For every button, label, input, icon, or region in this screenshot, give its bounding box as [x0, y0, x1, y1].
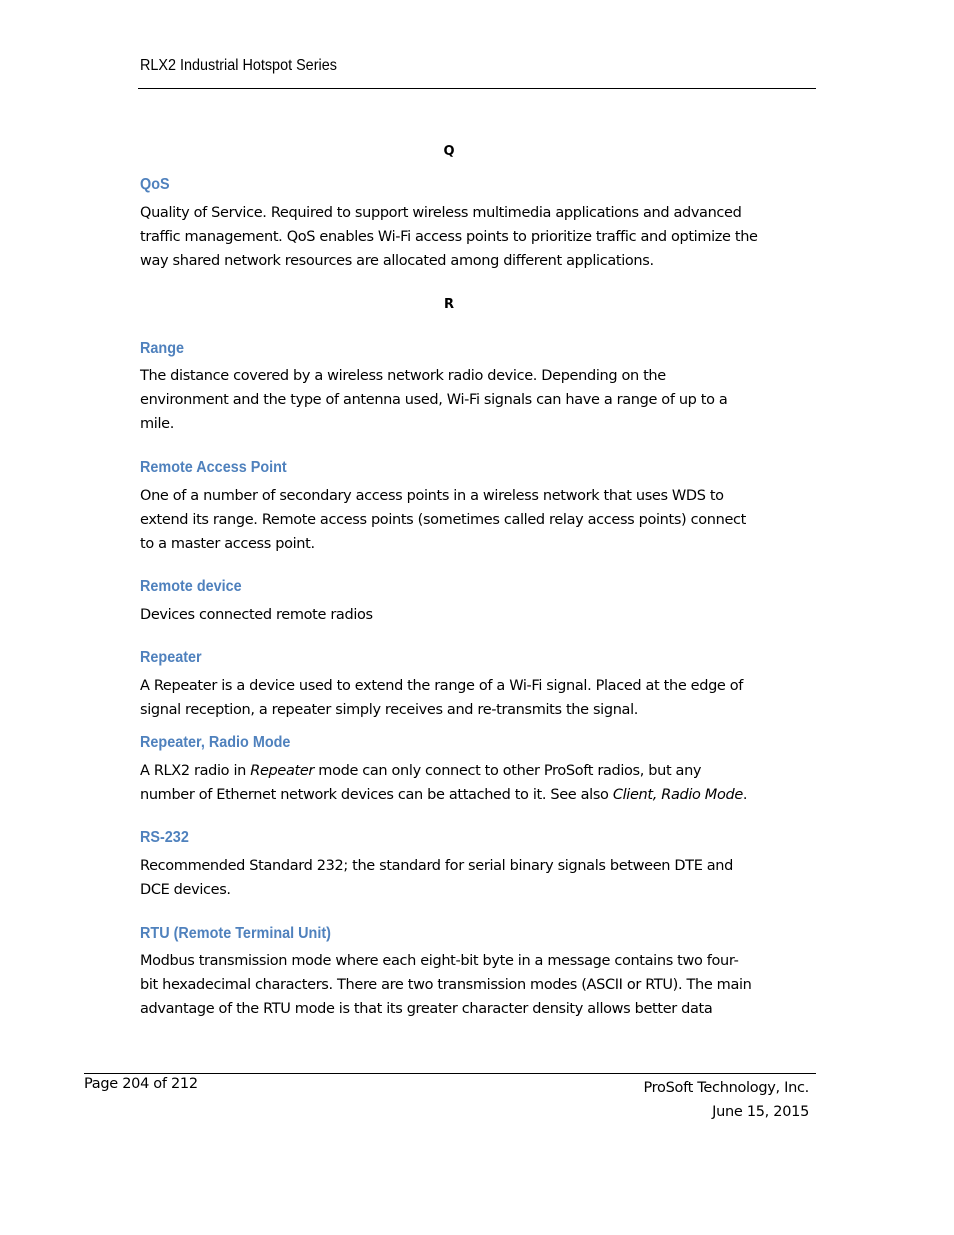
definition-line: Modbus transmission mode where each eight-bit byte in a message contains two four-: [140, 953, 739, 969]
footer-info: [643, 1076, 809, 1124]
cross-reference: Client, Radio Mode: [612, 787, 743, 804]
glossary-definition-range: The distance covered by a wireless network radio device. Depending on the environment and the type of antenna used, Wi-Fi signals can have a range of up to a mile.: [140, 368, 728, 433]
definition-line: bit hexadecimal characters. There are two transmission modes (ASCII or RTU). The main: [140, 977, 752, 994]
header-divider: [138, 88, 816, 89]
glossary-term-rs232: RS-232: [140, 829, 189, 846]
section-letter-r: R: [443, 297, 454, 312]
glossary-definition-remote-device: Devices connected remote radios: [140, 607, 373, 623]
definition-text: mode can only connect to other ProSoft radios, but any number of Ethernet network devices can be attached to it. See also: [140, 763, 702, 804]
glossary-term-qos: QoS: [140, 176, 170, 193]
glossary-term-range: Range: [140, 340, 185, 357]
running-header: RLX2 Industrial Hotspot Series: [140, 57, 337, 74]
glossary-term-remote-device: Remote device: [140, 578, 242, 595]
footer-divider: [84, 1073, 816, 1074]
company-name: ProSoft Technology, Inc.: [643, 1080, 809, 1096]
glossary-term-repeater-radio-mode: Repeater, Radio Mode: [140, 734, 291, 751]
definition-emphasis: Repeater: [250, 763, 315, 779]
definition-line: advantage of the RTU mode is that its greater character density allows better data: [140, 1001, 713, 1018]
glossary-definition-repeater-radio-mode: [140, 759, 758, 807]
glossary-definition-repeater: A Repeater is a device used to extend the range of a Wi-Fi signal. Placed at the edge of signal reception, a repeater simply receives and re-transmits the signal.: [140, 678, 744, 719]
glossary-term-remote-access-point: Remote Access Point: [140, 459, 287, 476]
page-number: Page 204 of 212: [84, 1076, 198, 1092]
glossary-term-rtu: RTU (Remote Terminal Unit): [140, 925, 331, 942]
definition-text: A RLX2 radio in: [140, 763, 251, 779]
glossary-term-repeater: Repeater: [140, 649, 202, 666]
definition-text: .: [742, 787, 748, 804]
glossary-definition-rtu: [140, 949, 758, 1022]
section-letter-q: Q: [443, 144, 455, 159]
glossary-definition-rs232: Recommended Standard 232; the standard for serial binary signals between DTE and DCE devices.: [140, 858, 733, 899]
publication-date: June 15, 2015: [712, 1104, 809, 1120]
glossary-definition-remote-access-point: One of a number of secondary access points in a wireless network that uses WDS to extend its range. Remote access points (sometimes called relay access points) connect to a master access point.: [140, 488, 746, 553]
glossary-definition-qos: Quality of Service. Required to support wireless multimedia applications and advanced traffic management. QoS enables Wi-Fi access points to prioritize traffic and optimize the way shared network resources are allocated among different applications.: [140, 205, 758, 270]
